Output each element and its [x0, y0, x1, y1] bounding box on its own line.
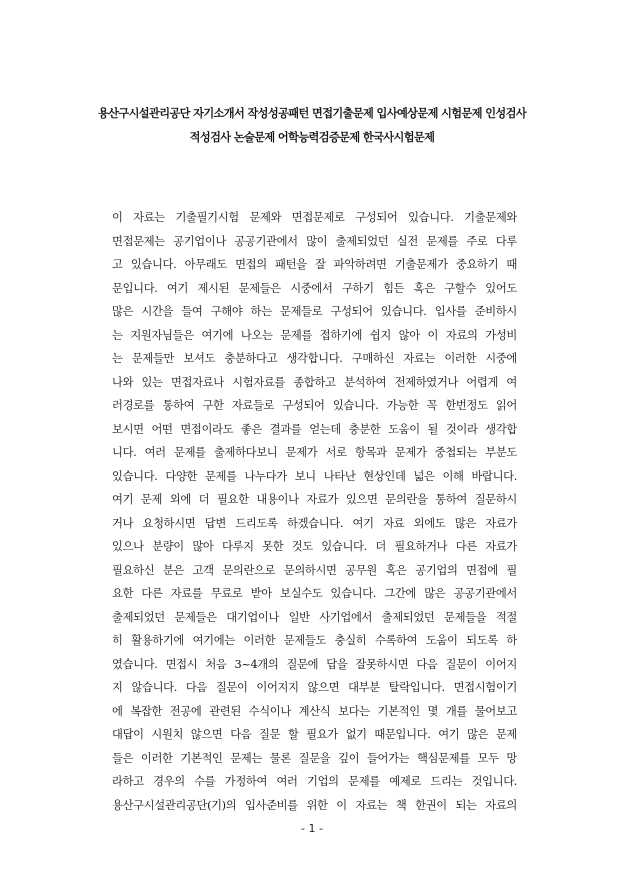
body-line: 에 복잡한 전공에 관련된 수식이나 계산식 보다는 기본적인 몇 개를 물어보고 — [112, 704, 517, 718]
body-line: 이 자료는 기출필기시험 문제와 면접문제로 구성되어 있습니다. 기출문제와 — [112, 211, 517, 224]
body-line: 고 있습니다. 아무래도 면접의 패턴을 잘 파악하려면 기출문제가 중요하기 때 — [112, 258, 517, 271]
body-paragraph — [112, 206, 517, 817]
body-line: 요한 다른 자료를 무료로 받아 보실수도 있습니다. 그간에 많은 공공기관에서 — [112, 587, 517, 600]
body-line: 는 문제들만 보셔도 충분하다고 생각합니다. 구매하신 자료는 이러한 시중에 — [112, 352, 517, 365]
body-line: 있으나 분량이 많아 다루지 못한 것도 있습니다. 더 필요하거나 다른 자료가 — [112, 540, 517, 553]
body-line: 면접문제는 공기업이나 공공기관에서 많이 출제되었던 실전 문제를 주로 다루 — [112, 234, 517, 248]
body-line: 라하고 경우의 수를 가정하여 여러 기업의 문제를 예제로 드리는 것입니다. — [112, 775, 517, 788]
body-line: 나와 있는 면접자료나 시험자료를 종합하고 분석하여 전제하였거나 어렵게 여 — [112, 375, 517, 389]
document-title — [60, 102, 564, 150]
title-line-1: 용산구시설관리공단 자기소개서 작성성공패턴 면접기출문제 입사예상문제 시험문제 인성검사 — [97, 107, 527, 120]
body-line: 였습니다. 면접시 처음 3~4개의 질문에 답을 잘못하시면 다음 질문이 이어지 — [112, 657, 517, 671]
body-line: 출제되었던 문제들은 대기업이나 일반 사기업에서 출제되었던 문제들을 적절 — [112, 610, 517, 624]
body-line: 히 활용하기에 여기에는 이러한 문제들도 충실히 수록하여 도움이 되도록 하 — [112, 634, 517, 647]
title-line-2: 적성검사 논술문제 어학능력검증문제 한국사시험문제 — [189, 131, 435, 144]
body-line: 지 않습니다. 다음 질문이 이어지지 않으면 대부분 탈락입니다. 면접시험이기 — [112, 681, 517, 694]
page-number: - 1 - — [301, 822, 323, 835]
body-line: 여기 문제 외에 더 필요한 내용이나 자료가 있으면 문의란을 통하여 질문하시 — [112, 493, 517, 506]
body-line: 많은 시간을 들여 구해야 하는 문제들로 구성되어 있습니다. 입사를 준비하시 — [112, 305, 517, 318]
body-line: 용산구시설관리공단(기)의 입사준비를 위한 이 자료는 책 한권이 되는 자료의 — [112, 798, 517, 812]
body-line: 보시면 어떤 면접이라도 좋은 결과를 얻는데 충분한 도움이 될 것이라 생각합 — [112, 422, 517, 436]
body-line: 는 지원자님들은 여기에 나오는 문제를 접하기에 쉽지 않아 이 자료의 가성비 — [112, 328, 517, 342]
body-line: 러경로를 통하여 구한 자료들로 구성되어 있습니다. 가능한 꼭 한번정도 읽어 — [112, 399, 517, 412]
body-line: 거나 요청하시면 답변 드리도록 하겠습니다. 여기 자료 외에도 많은 자료가 — [112, 516, 517, 530]
body-line: 문입니다. 여기 제시된 문제들은 시중에서 구하기 힘든 혹은 구할수 있어도 — [112, 281, 517, 295]
body-line: 들은 이러한 기본적인 문제는 물론 질문을 깊이 들어가는 핵심문제를 모두 망 — [112, 751, 517, 765]
body-line: 필요하신 분은 고객 문의란으로 문의하시면 공무원 혹은 공기업의 면접에 필 — [112, 563, 517, 577]
body-line: 있습니다. 다양한 문제를 나누다가 보니 나타난 현상인데 넓은 이해 바랍니다. — [112, 469, 517, 483]
body-line: 니다. 여러 문제를 출제하다보니 문제가 서로 항목과 문제가 중첩되는 부분도 — [112, 446, 517, 459]
body-line: 대답이 시원치 않으면 다음 질문 할 필요가 없기 때문입니다. 여기 많은 문제 — [112, 728, 517, 741]
